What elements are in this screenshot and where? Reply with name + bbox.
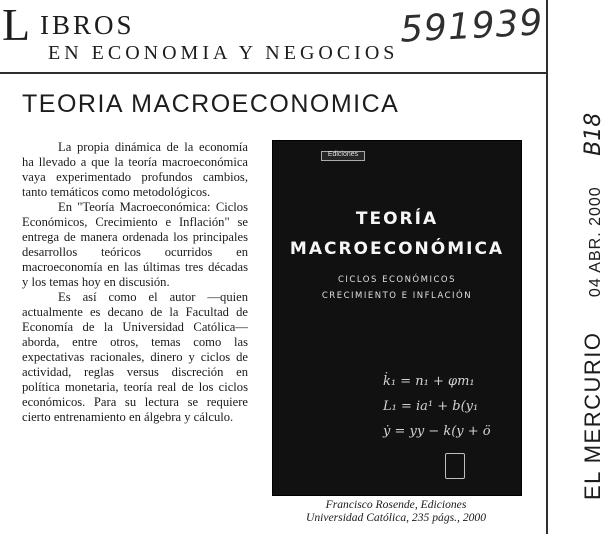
cover-subtitle-line1: CICLOS ECONÓMICOS [337,275,456,285]
newspaper-stamp [560,0,606,534]
section-subtitle: EN ECONOMIA Y NEGOCIOS [48,42,399,64]
cover-equation: k̇₁ = n₁ + φm₁ [383,374,475,389]
image-caption [264,498,528,524]
university-emblem-icon [445,453,465,479]
section-title: IBROS [40,10,135,40]
article-paragraph: Es así como el autor —quien actualmente es decano de la Facultad de Economía de la Universidad Católica— aborda, entre otros, temas como las expectativas racionales, dinero y ciclos de actividad, reglas versus discreción en política monetaria, teoría real de los ciclos económicos. Para su lectura se requiere cierto entrenamiento en álgebra y cálculo. [22,290,248,424]
publisher-logo [321,151,365,161]
publication-date: 04 ABR. 2000 [587,186,604,298]
book-cover-image [272,140,522,496]
cover-subtitle-line2: CRECIMIENTO E INFLACIÓN [321,291,473,301]
cover-title-line1: TEORÍA [355,209,439,229]
publisher-logo-text: Ediciones [327,151,359,158]
header-divider [0,72,548,74]
article-body [22,140,248,425]
article-paragraph: La propia dinámica de la economía ha llevado a que la teoría macroeconómica vaya experimentado profundos cambios, tanto temáticos como metodológicos. [22,140,248,199]
caption-line: Universidad Católica, 235 págs., 2000 [305,511,487,524]
article-paragraph: En "Teoría Macroeconómica: Ciclos Económicos, Crecimiento e Inflación" se entrega de manera ordenada los principales desarrollos teóricos ocurridos en macroeconomía en las últimas tres décadas y los temas hoy en discusión. [22,200,248,289]
article-title: TEORIA MACROECONOMICA [22,90,400,118]
cover-equation: L₁ = ia¹ + b(y₁ [383,399,479,414]
section-initial-letter: L [2,0,31,50]
stamp-rotated [580,113,606,500]
cover-equation: ẏ = yy − k(y + ö [383,424,491,439]
cover-equations [383,369,513,444]
page-number: B18 [581,112,606,156]
handwritten-archive-number: 591939 [399,2,545,51]
cover-title-line2: MACROECONÓMICA [289,239,505,259]
newspaper-name: EL MERCURIO [580,331,605,500]
column-divider [546,0,548,534]
caption-line: Francisco Rosende, Ediciones [325,498,467,511]
